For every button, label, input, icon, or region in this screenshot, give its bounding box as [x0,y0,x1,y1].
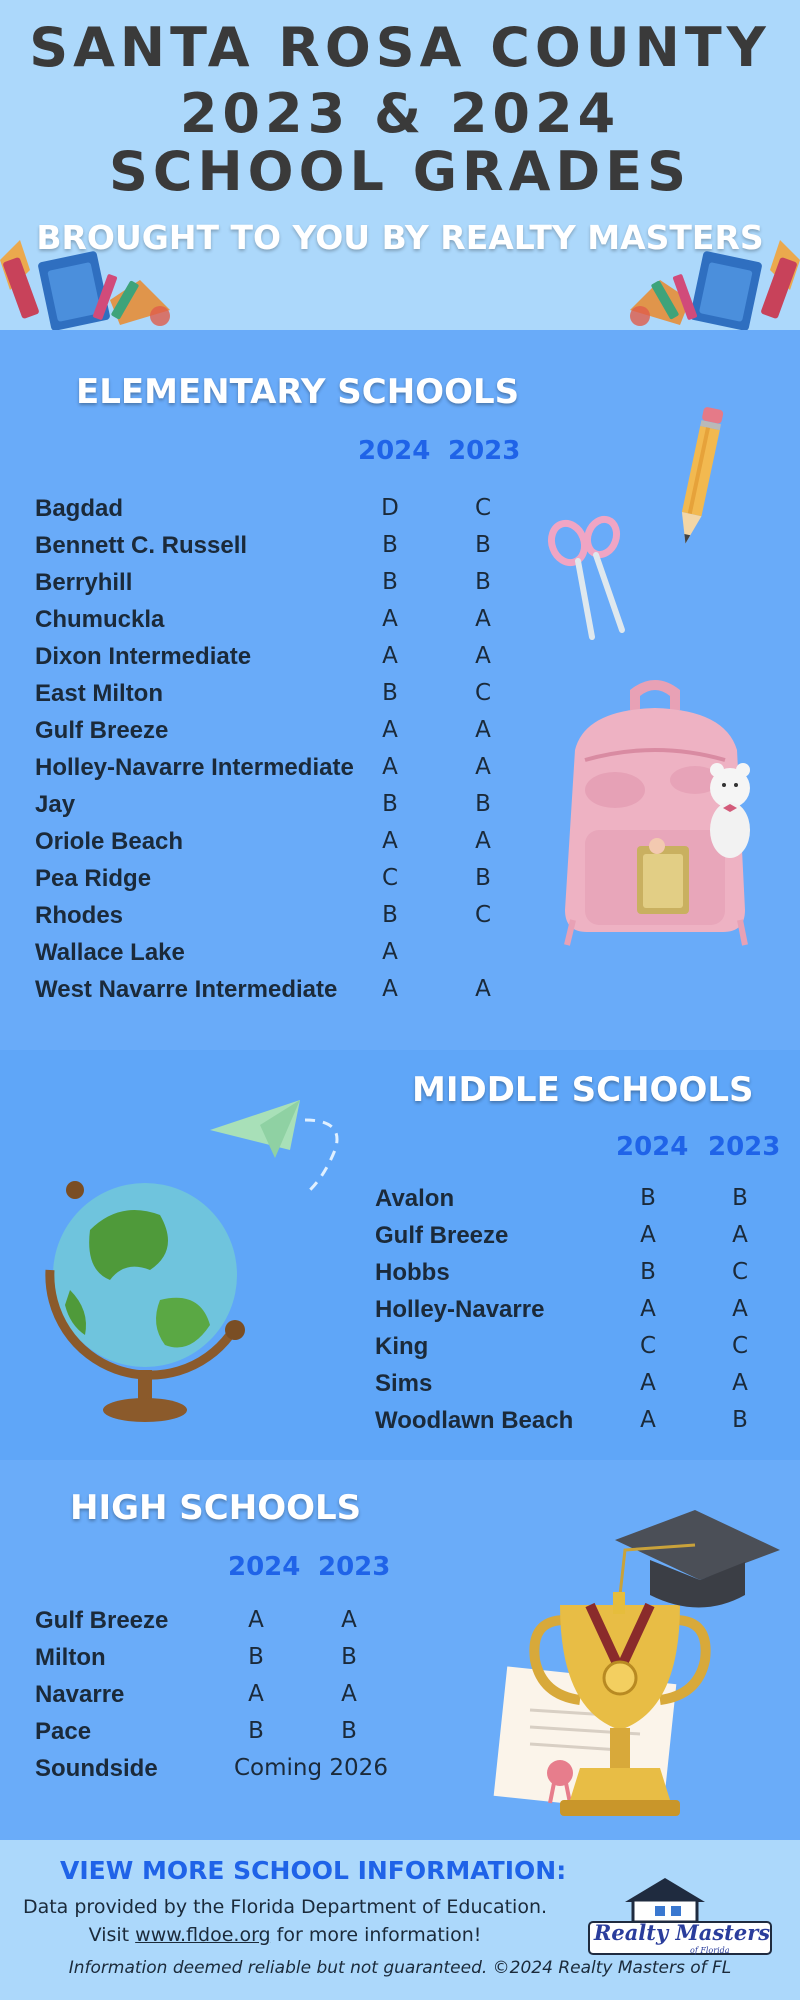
grade-2024: B [382,680,398,706]
school-name: Bennett C. Russell [35,532,248,559]
grade-2023: B [732,1185,748,1211]
high-year-2023: 2023 [318,1552,391,1582]
school-name: Bagdad [35,495,124,522]
elementary-year-2023: 2023 [448,436,521,466]
grade-2023: B [475,532,491,558]
school-name: Pace [35,1718,92,1745]
grade-2023: B [475,791,491,817]
table-row [35,527,515,564]
grade-2023: C [474,902,492,928]
table-row [35,490,515,527]
table-row [35,823,515,860]
grade-2024: C [381,865,399,891]
school-name: Gulf Breeze [375,1222,509,1249]
backpack-icon [545,670,775,950]
grade-2024: C [639,1333,657,1359]
table-row [375,1328,800,1365]
footer-section [0,1840,800,2000]
logo-sub: of Florida [690,1946,730,1955]
grade-2023: A [475,754,491,780]
table-row [35,564,515,601]
table-row [375,1365,800,1402]
scissors-icon [540,515,640,645]
table-row [35,1639,415,1676]
grade-2024: B [382,902,398,928]
school-name: King [375,1333,429,1360]
grade-2023: A [341,1681,357,1707]
grade-2023: A [475,643,491,669]
subtitle: BROUGHT TO YOU BY REALTY MASTERS [36,218,764,257]
high-title: HIGH SCHOOLS [70,1488,362,1528]
school-name: Avalon [375,1185,455,1212]
header-section [0,0,800,330]
grade-2024: B [382,791,398,817]
title-line-3: SCHOOL GRADES [108,140,692,203]
school-name: Berryhill [35,569,133,596]
disclaimer: Information deemed reliable but not guaranteed. ©2024 Realty Masters of FL [68,1958,732,1978]
table-row [375,1217,800,1254]
books-icon [620,220,800,330]
grade-2024: A [382,643,398,669]
table-row [35,934,515,971]
grade-2023: C [474,680,492,706]
grade-2023: B [341,1718,357,1744]
middle-title: MIDDLE SCHOOLS [412,1070,754,1110]
middle-year-2023: 2023 [708,1132,781,1162]
grade-2023: C [474,495,492,521]
grade-2024: D [381,495,399,521]
coming-note: Coming 2026 [234,1755,388,1781]
school-name: Pea Ridge [35,865,152,892]
high-section [0,1460,800,1840]
table-row [35,860,515,897]
middle-section [0,1050,800,1460]
elementary-title: ELEMENTARY SCHOOLS [76,372,520,412]
school-name: Jay [35,791,76,818]
school-name: Gulf Breeze [35,717,169,744]
grade-2024: B [248,1718,264,1744]
grade-2023: A [475,976,491,1002]
grade-2023: A [732,1370,748,1396]
grade-2023: B [732,1407,748,1433]
grade-2023: A [475,606,491,632]
table-row [35,1750,415,1787]
school-name: Hobbs [375,1259,450,1286]
grade-2023: B [475,569,491,595]
grade-2023: C [731,1259,749,1285]
grade-2024: A [640,1296,656,1322]
school-name: Wallace Lake [35,939,185,966]
school-name: Soundside [35,1755,158,1782]
grade-2024: A [382,717,398,743]
middle-year-2024: 2024 [616,1132,689,1162]
table-row [35,638,515,675]
school-name: West Navarre Intermediate [35,976,338,1003]
school-name: Gulf Breeze [35,1607,169,1634]
school-name: Woodlawn Beach [375,1407,574,1434]
grade-2023: A [341,1607,357,1633]
grade-2024: A [640,1407,656,1433]
grade-2024: B [640,1259,656,1285]
high-year-2024: 2024 [228,1552,301,1582]
grade-2023: A [732,1296,748,1322]
title-line-1: SANTA ROSA COUNTY [29,16,771,79]
footer-data-source: Data provided by the Florida Department of Education. [22,1896,548,1918]
grade-2024: B [382,569,398,595]
grade-2024: A [382,939,398,965]
school-name: Sims [375,1370,433,1397]
table-row [35,601,515,638]
school-name: East Milton [35,680,164,707]
table-row [35,1676,415,1713]
school-name: Dixon Intermediate [35,643,252,670]
grade-2024: A [640,1222,656,1248]
table-row [35,712,515,749]
grade-2024: A [382,754,398,780]
grade-2024: A [248,1681,264,1707]
table-row [35,1713,415,1750]
grade-2023: A [475,717,491,743]
grade-2023: A [732,1222,748,1248]
grade-2024: B [382,532,398,558]
grade-2023: C [731,1333,749,1359]
school-name: Oriole Beach [35,828,184,855]
title-line-2: 2023 & 2024 [179,82,621,145]
table-row [35,1602,415,1639]
table-row [35,786,515,823]
globe-icon [30,1160,260,1430]
pencil-icon [670,395,730,555]
school-name: Chumuckla [35,606,165,633]
grade-2024: A [382,976,398,1002]
table-row [375,1180,800,1217]
school-name: Rhodes [35,902,124,929]
grade-2024: B [248,1644,264,1670]
graduation-cap-icon [595,1500,785,1630]
school-name: Navarre [35,1681,125,1708]
grade-2024: B [640,1185,656,1211]
table-row [35,897,515,934]
footer-visit-line [20,1924,550,1946]
grade-2024: A [640,1370,656,1396]
visit-suffix: for more information! [270,1924,482,1946]
grade-2023: A [475,828,491,854]
table-row [375,1254,800,1291]
elementary-section [0,330,800,1050]
grade-2024: A [382,828,398,854]
school-name: Holley-Navarre [375,1296,545,1323]
grade-2023: B [341,1644,357,1670]
fldoe-link[interactable]: www.fldoe.org [135,1924,271,1946]
school-name: Holley-Navarre Intermediate [35,754,354,781]
school-name: Milton [35,1644,106,1671]
footer-title: VIEW MORE SCHOOL INFORMATION: [60,1856,567,1885]
logo-name: Realty Masters [593,1920,771,1945]
grade-2023: B [475,865,491,891]
table-row [35,675,515,712]
grade-2024: A [248,1607,264,1633]
table-row [35,749,515,786]
grade-2024: A [382,606,398,632]
table-row [375,1402,800,1439]
table-row [375,1291,800,1328]
table-row [35,971,515,1008]
elementary-year-2024: 2024 [358,436,431,466]
visit-prefix: Visit [88,1924,136,1946]
books-icon [0,220,180,330]
